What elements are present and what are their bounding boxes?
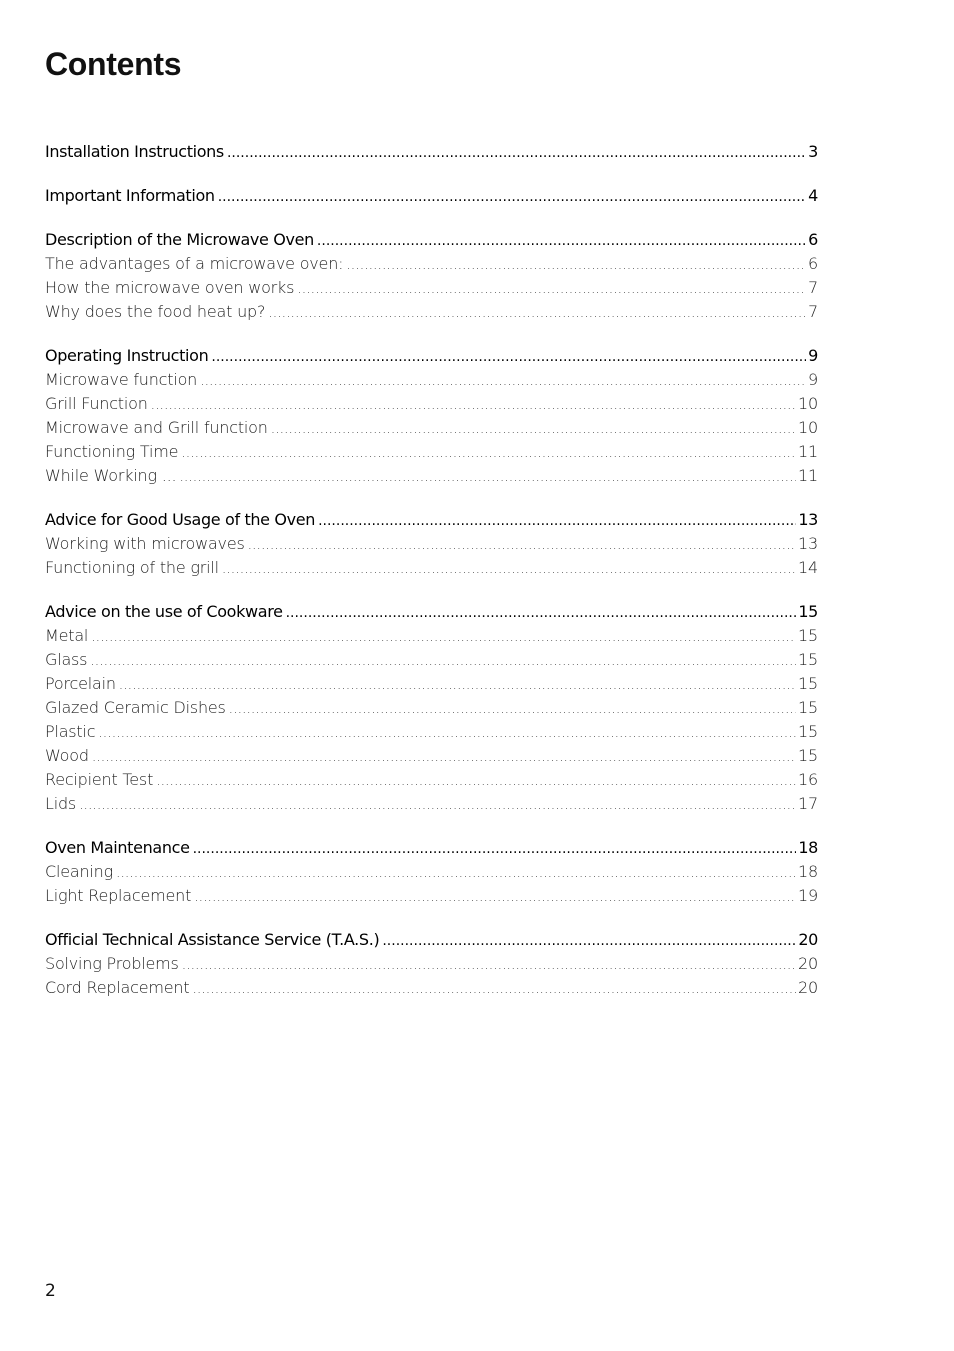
toc-entry-title: Advice on the use of Cookware	[45, 602, 283, 621]
dot-leader	[181, 441, 796, 465]
toc-subentry[interactable]	[45, 884, 818, 908]
toc-section	[45, 140, 818, 164]
toc-chapter-entry[interactable]	[45, 140, 818, 164]
toc-subentry[interactable]	[45, 440, 818, 464]
toc-entry-page: 15	[798, 746, 818, 765]
toc-section	[45, 928, 818, 1000]
dot-leader	[222, 557, 796, 581]
toc-subentry[interactable]	[45, 252, 818, 276]
toc-entry-title: Solving Problems	[45, 954, 179, 973]
dot-leader	[192, 977, 796, 1001]
toc-entry-title: While Working ...	[45, 466, 177, 485]
toc-entry-page: 19	[798, 886, 818, 905]
toc-entry-page: 9	[808, 346, 818, 365]
dot-leader	[318, 509, 796, 533]
toc-entry-page: 13	[798, 510, 818, 529]
toc-chapter-entry[interactable]	[45, 508, 818, 532]
dot-leader	[229, 697, 796, 721]
toc-entry-title: Why does the food heat up?	[45, 302, 266, 321]
toc-entry-page: 9	[808, 370, 818, 389]
toc-entry-title: Cleaning	[45, 862, 113, 881]
toc-entry-title: Oven Maintenance	[45, 838, 190, 857]
dot-leader	[297, 277, 806, 301]
toc-entry-title: Functioning of the grill	[45, 558, 219, 577]
toc-subentry[interactable]	[45, 300, 818, 324]
toc-entry-page: 10	[798, 394, 818, 413]
toc-entry-page: 16	[798, 770, 818, 789]
toc-subentry[interactable]	[45, 532, 818, 556]
dot-leader	[286, 601, 797, 625]
toc-entry-page: 7	[808, 302, 818, 321]
dot-leader	[200, 369, 806, 393]
toc-entry-title: Glass	[45, 650, 88, 669]
toc-section	[45, 836, 818, 908]
page-title: Contents	[45, 46, 182, 82]
toc-subentry[interactable]	[45, 648, 818, 672]
toc-entry-page: 20	[798, 930, 818, 949]
toc-entry-page: 10	[798, 418, 818, 437]
toc-entry-title: Porcelain	[45, 674, 116, 693]
toc-entry-page: 15	[798, 674, 818, 693]
toc-subentry[interactable]	[45, 696, 818, 720]
dot-leader	[218, 185, 806, 209]
toc-chapter-entry[interactable]	[45, 184, 818, 208]
toc-entry-title: Recipient Test	[45, 770, 154, 789]
toc-entry-title: Wood	[45, 746, 89, 765]
toc-subentry[interactable]	[45, 720, 818, 744]
toc-entry-title: Description of the Microwave Oven	[45, 230, 314, 249]
dot-leader	[92, 745, 796, 769]
toc-subentry[interactable]	[45, 952, 818, 976]
page-number: 2	[45, 1281, 56, 1301]
toc-chapter-entry[interactable]	[45, 344, 818, 368]
dot-leader	[79, 793, 796, 817]
dot-leader	[90, 649, 796, 673]
toc-entry-page: 11	[798, 466, 818, 485]
dot-leader	[193, 837, 797, 861]
toc-entry-title: Working with microwaves	[45, 534, 245, 553]
toc-subentry[interactable]	[45, 276, 818, 300]
toc-entry-title: Microwave and Grill function	[45, 418, 268, 437]
toc-entry-page: 13	[798, 534, 818, 553]
toc-subentry[interactable]	[45, 976, 818, 1000]
toc-entry-title: Cord Replacement	[45, 978, 190, 997]
toc-chapter-entry[interactable]	[45, 600, 818, 624]
toc-entry-title: Microwave function	[45, 370, 198, 389]
dot-leader	[156, 769, 796, 793]
toc-entry-title: Light Replacement	[45, 886, 192, 905]
toc-entry-page: 20	[798, 978, 818, 997]
toc-chapter-entry[interactable]	[45, 836, 818, 860]
dot-leader	[227, 141, 806, 165]
toc-entry-title: The advantages of a microwave oven:	[45, 254, 344, 273]
dot-leader	[151, 393, 796, 417]
toc-entry-title: Advice for Good Usage of the Oven	[45, 510, 316, 529]
toc-subentry[interactable]	[45, 368, 818, 392]
toc-entry-page: 7	[808, 278, 818, 297]
toc-section	[45, 184, 818, 208]
toc-subentry[interactable]	[45, 768, 818, 792]
dot-leader	[382, 929, 796, 953]
toc-entry-page: 15	[798, 698, 818, 717]
toc-subentry[interactable]	[45, 860, 818, 884]
dot-leader	[194, 885, 796, 909]
toc-entry-page: 17	[798, 794, 818, 813]
toc-subentry[interactable]	[45, 556, 818, 580]
toc-entry-title: Glazed Ceramic Dishes	[45, 698, 226, 717]
toc-subentry[interactable]	[45, 464, 818, 488]
table-of-contents	[45, 140, 818, 1020]
toc-entry-title: Metal	[45, 626, 89, 645]
toc-entry-page: 15	[798, 650, 818, 669]
dot-leader	[211, 345, 806, 369]
toc-subentry[interactable]	[45, 792, 818, 816]
dot-leader	[317, 229, 806, 253]
dot-leader	[182, 953, 796, 977]
toc-entry-page: 14	[798, 558, 818, 577]
toc-entry-page: 20	[798, 954, 818, 973]
toc-entry-title: Plastic	[45, 722, 96, 741]
toc-subentry[interactable]	[45, 744, 818, 768]
dot-leader	[98, 721, 796, 745]
dot-leader	[91, 625, 796, 649]
toc-entry-page: 15	[798, 602, 818, 621]
dot-leader	[271, 417, 796, 441]
toc-entry-page: 18	[798, 838, 818, 857]
toc-section	[45, 508, 818, 580]
toc-section	[45, 344, 818, 488]
toc-entry-page: 18	[798, 862, 818, 881]
toc-section	[45, 228, 818, 324]
toc-subentry[interactable]	[45, 392, 818, 416]
toc-entry-title: Functioning Time	[45, 442, 179, 461]
toc-entry-title: How the microwave oven works	[45, 278, 295, 297]
toc-entry-page: 6	[808, 254, 818, 273]
toc-entry-page: 4	[808, 186, 818, 205]
dot-leader	[179, 465, 796, 489]
toc-entry-title: Official Technical Assistance Service (T.A.S.)	[45, 930, 380, 949]
toc-subentry[interactable]	[45, 624, 818, 648]
toc-subentry[interactable]	[45, 672, 818, 696]
toc-subentry[interactable]	[45, 416, 818, 440]
toc-entry-title: Lids	[45, 794, 77, 813]
toc-section	[45, 600, 818, 816]
dot-leader	[116, 861, 796, 885]
toc-entry-title: Operating Instruction	[45, 346, 209, 365]
toc-entry-page: 15	[798, 722, 818, 741]
toc-chapter-entry[interactable]	[45, 228, 818, 252]
dot-leader	[268, 301, 806, 325]
toc-entry-page: 6	[808, 230, 818, 249]
toc-chapter-entry[interactable]	[45, 928, 818, 952]
dot-leader	[119, 673, 796, 697]
toc-entry-page: 11	[798, 442, 818, 461]
toc-entry-title: Installation Instructions	[45, 142, 224, 161]
dot-leader	[248, 533, 796, 557]
toc-entry-page: 3	[808, 142, 818, 161]
toc-entry-title: Important Information	[45, 186, 215, 205]
dot-leader	[346, 253, 806, 277]
toc-entry-page: 15	[798, 626, 818, 645]
toc-entry-title: Grill Function	[45, 394, 148, 413]
